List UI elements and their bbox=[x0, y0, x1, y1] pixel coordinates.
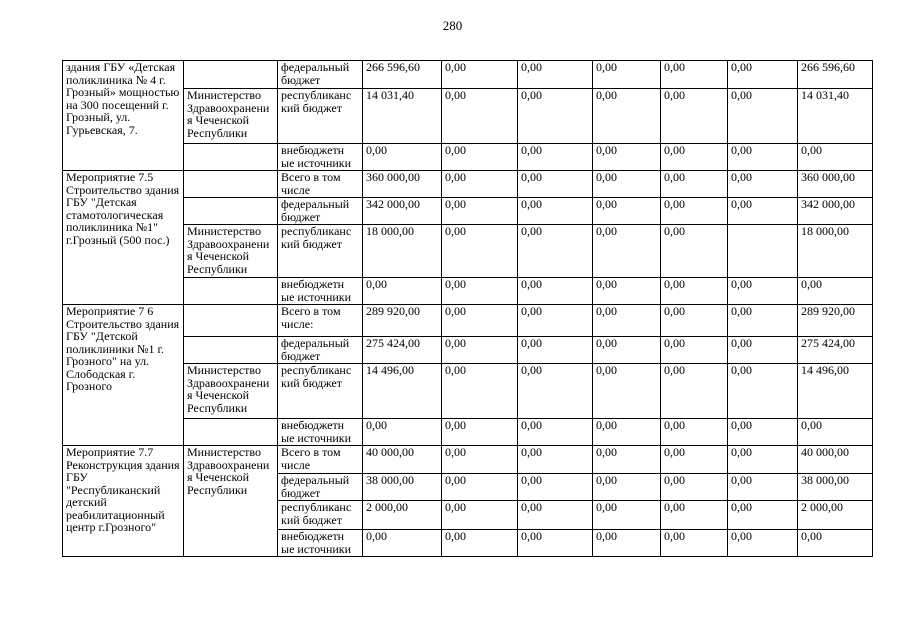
table-row bbox=[63, 198, 873, 225]
amount-cell: 0,00 bbox=[518, 364, 593, 419]
amount-cell: 0,00 bbox=[661, 198, 728, 225]
amount-cell: 0,00 bbox=[518, 278, 593, 305]
responsible-cell bbox=[184, 144, 278, 171]
amount-cell: 0,00 bbox=[518, 446, 593, 474]
amount-cell: 0,00 bbox=[518, 530, 593, 557]
amount-cell: 0,00 bbox=[728, 419, 798, 446]
amount-cell: 0,00 bbox=[518, 419, 593, 446]
amount-cell: 0,00 bbox=[593, 474, 661, 501]
amount-cell: 0,00 bbox=[518, 225, 593, 278]
amount-cell: 0,00 bbox=[728, 474, 798, 501]
responsible-ministry: Министерство Здравоохранени я Чеченской Республики bbox=[184, 225, 278, 278]
total-cell: 14 031,40 bbox=[798, 89, 873, 144]
amount-cell: 275 424,00 bbox=[363, 337, 442, 364]
funding-source: внебюджетн ые источники bbox=[278, 419, 363, 446]
funding-source: Всего в том числе bbox=[278, 171, 363, 198]
measure-description: здания ГБУ «Детская поликлиника № 4 г. Грозный» мощностью на 300 посещений г. Грозный, ул. Гурьевская, 7. bbox=[63, 61, 184, 171]
amount-cell: 0,00 bbox=[593, 501, 661, 530]
amount-cell: 0,00 bbox=[442, 198, 518, 225]
amount-cell: 0,00 bbox=[363, 419, 442, 446]
amount-cell: 38 000,00 bbox=[363, 474, 442, 501]
amount-cell: 0,00 bbox=[661, 278, 728, 305]
total-cell: 360 000,00 bbox=[798, 171, 873, 198]
amount-cell: 0,00 bbox=[442, 446, 518, 474]
funding-source: федеральный бюджет bbox=[278, 198, 363, 225]
amount-cell: 0,00 bbox=[518, 198, 593, 225]
amount-cell: 0,00 bbox=[593, 225, 661, 278]
amount-cell: 18 000,00 bbox=[363, 225, 442, 278]
funding-source: внебюджетн ые источники bbox=[278, 530, 363, 557]
table-row bbox=[63, 61, 873, 89]
funding-source: федеральный бюджет bbox=[278, 474, 363, 501]
amount-cell: 0,00 bbox=[593, 305, 661, 337]
amount-cell: 0,00 bbox=[728, 337, 798, 364]
responsible-cell bbox=[184, 61, 278, 89]
amount-cell: 0,00 bbox=[728, 364, 798, 419]
amount-cell: 0,00 bbox=[728, 144, 798, 171]
amount-cell: 0,00 bbox=[593, 278, 661, 305]
amount-cell: 0,00 bbox=[518, 89, 593, 144]
measure-description: Мероприятие 7 6 Строительство здания ГБУ "Детской поликлиники №1 г. Грозного" на ул. Слободская г. Грозного bbox=[63, 305, 184, 446]
total-cell: 0,00 bbox=[798, 144, 873, 171]
amount-cell: 0,00 bbox=[728, 171, 798, 198]
amount-cell: 0,00 bbox=[442, 501, 518, 530]
table-row bbox=[63, 225, 873, 278]
total-cell: 0,00 bbox=[798, 419, 873, 446]
amount-cell: 360 000,00 bbox=[363, 171, 442, 198]
responsible-cell bbox=[184, 198, 278, 225]
total-cell: 275 424,00 bbox=[798, 337, 873, 364]
amount-cell bbox=[728, 225, 798, 278]
amount-cell: 0,00 bbox=[442, 474, 518, 501]
amount-cell: 0,00 bbox=[728, 61, 798, 89]
amount-cell: 0,00 bbox=[728, 278, 798, 305]
amount-cell: 0,00 bbox=[593, 61, 661, 89]
amount-cell: 0,00 bbox=[593, 89, 661, 144]
amount-cell: 0,00 bbox=[363, 530, 442, 557]
total-cell: 40 000,00 bbox=[798, 446, 873, 474]
funding-source: республиканс кий бюджет bbox=[278, 501, 363, 530]
amount-cell: 14 031,40 bbox=[363, 89, 442, 144]
amount-cell: 0,00 bbox=[593, 419, 661, 446]
amount-cell: 0,00 bbox=[728, 501, 798, 530]
amount-cell: 0,00 bbox=[661, 61, 728, 89]
amount-cell: 0,00 bbox=[442, 337, 518, 364]
total-cell: 0,00 bbox=[798, 278, 873, 305]
amount-cell: 266 596,60 bbox=[363, 61, 442, 89]
funding-source: внебюджетн ые источники bbox=[278, 278, 363, 305]
table-row bbox=[63, 278, 873, 305]
total-cell: 342 000,00 bbox=[798, 198, 873, 225]
amount-cell: 0,00 bbox=[661, 419, 728, 446]
amount-cell: 2 000,00 bbox=[363, 501, 442, 530]
amount-cell: 0,00 bbox=[593, 198, 661, 225]
amount-cell: 0,00 bbox=[661, 144, 728, 171]
amount-cell: 0,00 bbox=[661, 530, 728, 557]
funding-source: федеральный бюджет bbox=[278, 61, 363, 89]
amount-cell: 0,00 bbox=[518, 337, 593, 364]
funding-source: республиканс кий бюджет bbox=[278, 89, 363, 144]
amount-cell: 0,00 bbox=[442, 530, 518, 557]
total-cell: 18 000,00 bbox=[798, 225, 873, 278]
total-cell: 14 496,00 bbox=[798, 364, 873, 419]
funding-source: республиканс кий бюджет bbox=[278, 364, 363, 419]
page-number: 280 bbox=[442, 18, 463, 33]
amount-cell: 342 000,00 bbox=[363, 198, 442, 225]
responsible-cell bbox=[184, 305, 278, 337]
amount-cell: 0,00 bbox=[661, 225, 728, 278]
measure-description: Мероприятие 7.7 Реконструкция здания ГБУ "Республиканский детский реабилитационный центр г.Грозного" bbox=[63, 446, 184, 557]
amount-cell: 0,00 bbox=[661, 446, 728, 474]
amount-cell: 0,00 bbox=[661, 89, 728, 144]
amount-cell: 0,00 bbox=[363, 144, 442, 171]
amount-cell: 0,00 bbox=[442, 305, 518, 337]
amount-cell: 289 920,00 bbox=[363, 305, 442, 337]
amount-cell: 0,00 bbox=[728, 198, 798, 225]
amount-cell: 0,00 bbox=[661, 171, 728, 198]
total-cell: 2 000,00 bbox=[798, 501, 873, 530]
total-cell: 266 596,60 bbox=[798, 61, 873, 89]
amount-cell: 0,00 bbox=[661, 305, 728, 337]
amount-cell: 0,00 bbox=[518, 171, 593, 198]
amount-cell: 0,00 bbox=[442, 61, 518, 89]
funding-source: республиканс кий бюджет bbox=[278, 225, 363, 278]
funding-source: внебюджетн ые источники bbox=[278, 144, 363, 171]
amount-cell: 0,00 bbox=[728, 530, 798, 557]
table-row bbox=[63, 364, 873, 419]
funding-source: Всего в том числе bbox=[278, 446, 363, 474]
amount-cell: 0,00 bbox=[442, 225, 518, 278]
amount-cell: 0,00 bbox=[593, 171, 661, 198]
amount-cell: 14 496,00 bbox=[363, 364, 442, 419]
amount-cell: 0,00 bbox=[442, 278, 518, 305]
table-row bbox=[63, 89, 873, 144]
amount-cell: 0,00 bbox=[363, 278, 442, 305]
table-row bbox=[63, 337, 873, 364]
responsible-ministry: Министерство Здравоохранени я Чеченской Республики bbox=[184, 364, 278, 419]
responsible-cell bbox=[184, 171, 278, 198]
amount-cell: 0,00 bbox=[442, 89, 518, 144]
total-cell: 0,00 bbox=[798, 530, 873, 557]
amount-cell: 0,00 bbox=[593, 364, 661, 419]
amount-cell: 0,00 bbox=[442, 144, 518, 171]
amount-cell: 0,00 bbox=[442, 171, 518, 198]
amount-cell: 0,00 bbox=[518, 305, 593, 337]
amount-cell: 0,00 bbox=[518, 61, 593, 89]
amount-cell: 0,00 bbox=[661, 474, 728, 501]
amount-cell: 0,00 bbox=[442, 419, 518, 446]
responsible-cell bbox=[184, 278, 278, 305]
responsible-cell bbox=[184, 337, 278, 364]
table-row bbox=[63, 305, 873, 337]
amount-cell: 40 000,00 bbox=[363, 446, 442, 474]
table-row bbox=[63, 419, 873, 446]
funding-source: федеральный бюджет bbox=[278, 337, 363, 364]
responsible-ministry: Министерство Здравоохранени я Чеченской Республики bbox=[184, 446, 278, 557]
amount-cell: 0,00 bbox=[661, 337, 728, 364]
budget-table bbox=[62, 60, 873, 557]
table-row bbox=[63, 144, 873, 171]
total-cell: 289 920,00 bbox=[798, 305, 873, 337]
funding-source: Всего в том числе: bbox=[278, 305, 363, 337]
amount-cell: 0,00 bbox=[661, 364, 728, 419]
amount-cell: 0,00 bbox=[593, 446, 661, 474]
measure-description: Мероприятие 7.5 Строительство здания ГБУ "Детская стамотологическая поликлиника №1" г.Грозный (500 пос.) bbox=[63, 171, 184, 305]
amount-cell: 0,00 bbox=[518, 501, 593, 530]
responsible-cell bbox=[184, 419, 278, 446]
amount-cell: 0,00 bbox=[518, 474, 593, 501]
table-row bbox=[63, 171, 873, 198]
responsible-ministry: Министерство Здравоохранени я Чеченской Республики bbox=[184, 89, 278, 144]
amount-cell: 0,00 bbox=[593, 144, 661, 171]
total-cell: 38 000,00 bbox=[798, 474, 873, 501]
amount-cell: 0,00 bbox=[728, 305, 798, 337]
table-row bbox=[63, 446, 873, 474]
amount-cell: 0,00 bbox=[593, 337, 661, 364]
amount-cell: 0,00 bbox=[728, 446, 798, 474]
amount-cell: 0,00 bbox=[728, 89, 798, 144]
amount-cell: 0,00 bbox=[661, 501, 728, 530]
amount-cell: 0,00 bbox=[442, 364, 518, 419]
amount-cell: 0,00 bbox=[518, 144, 593, 171]
amount-cell: 0,00 bbox=[593, 530, 661, 557]
